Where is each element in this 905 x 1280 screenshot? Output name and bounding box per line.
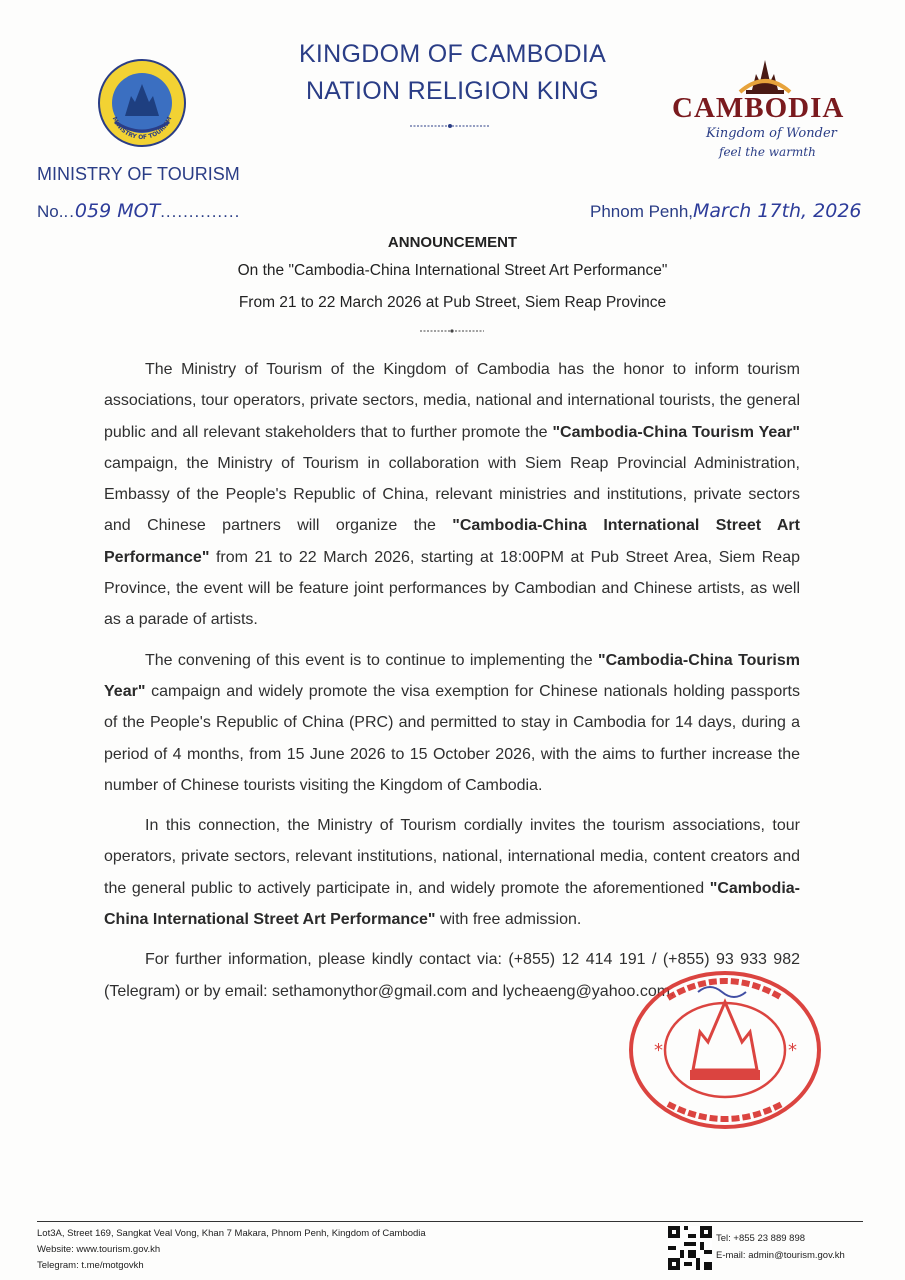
- ornament-divider-2: [420, 327, 484, 335]
- date-line: Phnom Penh,March 17th, 2026: [590, 200, 862, 222]
- ornament-divider: [410, 122, 490, 130]
- official-stamp: [628, 970, 822, 1130]
- brand-slogan: feel the warmth: [719, 145, 816, 159]
- handwritten-date: March 17th, 2026: [693, 200, 862, 222]
- paragraph-2: The convening of this event is to continue to implementing the "Cambodia-China Tourism Year" campaign and widely promote the visa exemption for Chinese nationals holding passports of the People's Republic of China (PRC) and permitted to stay in Cambodia for 14 days, during a period of 4 months, from 15 June 2026 to 15 October 2026, with the aims to further increase the number of Chinese tourists visiting the Kingdom of Cambodia.: [104, 651, 800, 794]
- footer-email: E-mail: admin@tourism.gov.kh: [716, 1250, 845, 1261]
- footer-website: Website: www.tourism.gov.kh: [37, 1244, 161, 1255]
- announcement-body: [104, 354, 800, 1016]
- announcement-subtitle: On the "Cambodia-China International Street Art Performance": [237, 262, 668, 279]
- brand-tagline: Kingdom of Wonder: [706, 126, 837, 141]
- brand-wordmark: CAMBODIA: [672, 92, 845, 124]
- reference-number: No...059 MOT..............: [37, 200, 241, 222]
- paragraph-4-contact: For further information, please kindly contact via: (+855) 12 414 191 / (+855) 93 933 982 (Telegram) or by email: sethamonythor@gmail.com and lycheaeng@yahoo.com.: [104, 951, 800, 1000]
- svg-text:MINISTRY OF TOURISM: MINISTRY OF TOURISM: [110, 115, 174, 142]
- handwritten-ref: 059 MOT: [74, 200, 161, 222]
- footer-address: Lot3A, Street 169, Sangkat Veal Vong, Khan 7 Makara, Phnom Penh, Kingdom of Cambodia: [37, 1228, 426, 1239]
- motto-title: NATION RELIGION KING: [305, 77, 600, 105]
- svg-text:*: *: [788, 1040, 797, 1061]
- ministry-seal-logo: [97, 58, 187, 148]
- paragraph-3: In this connection, the Ministry of Tourism cordially invites the tourism associations, tour operators, private sectors, relevant institutions, national, international media, content creators and the general public to actively participate in, and widely promote the aforementioned "Cambodia-China International Street Art Performance" with free admission.: [104, 817, 800, 929]
- footer-telegram: Telegram: t.me/motgovkh: [37, 1260, 144, 1271]
- announcement-title: ANNOUNCEMENT: [387, 234, 518, 251]
- paragraph-1: The Ministry of Tourism of the Kingdom of Cambodia has the honor to inform tourism associations, tour operators, private sectors, media, national and international tourists, the general public and all relevant stakeholders that to further promote the "Cambodia-China Tourism Year" campaign, the Ministry of Tourism in collaboration with Siem Reap Provincial Administration, Embassy of the People's Republic of China, relevant ministries and institutions, private sectors and Chinese partners will organize the "Cambodia-China International Street Art Performance" from 21 to 22 March 2026, starting at 18:00PM at Pub Street Area, Siem Reap Province, the event will be feature joint performances by Cambodian and Chinese artists, as well as a parade of artists.: [104, 361, 800, 629]
- svg-text:*: *: [654, 1040, 663, 1061]
- ministry-name: MINISTRY OF TOURISM: [37, 164, 240, 184]
- announcement-date-location: From 21 to 22 March 2026 at Pub Street, Siem Reap Province: [238, 294, 667, 311]
- qr-code-icon: [668, 1226, 712, 1270]
- kingdom-title: KINGDOM OF CAMBODIA: [298, 40, 607, 68]
- footer-divider: [37, 1221, 863, 1222]
- footer-telephone: Tel: +855 23 889 898: [716, 1233, 806, 1244]
